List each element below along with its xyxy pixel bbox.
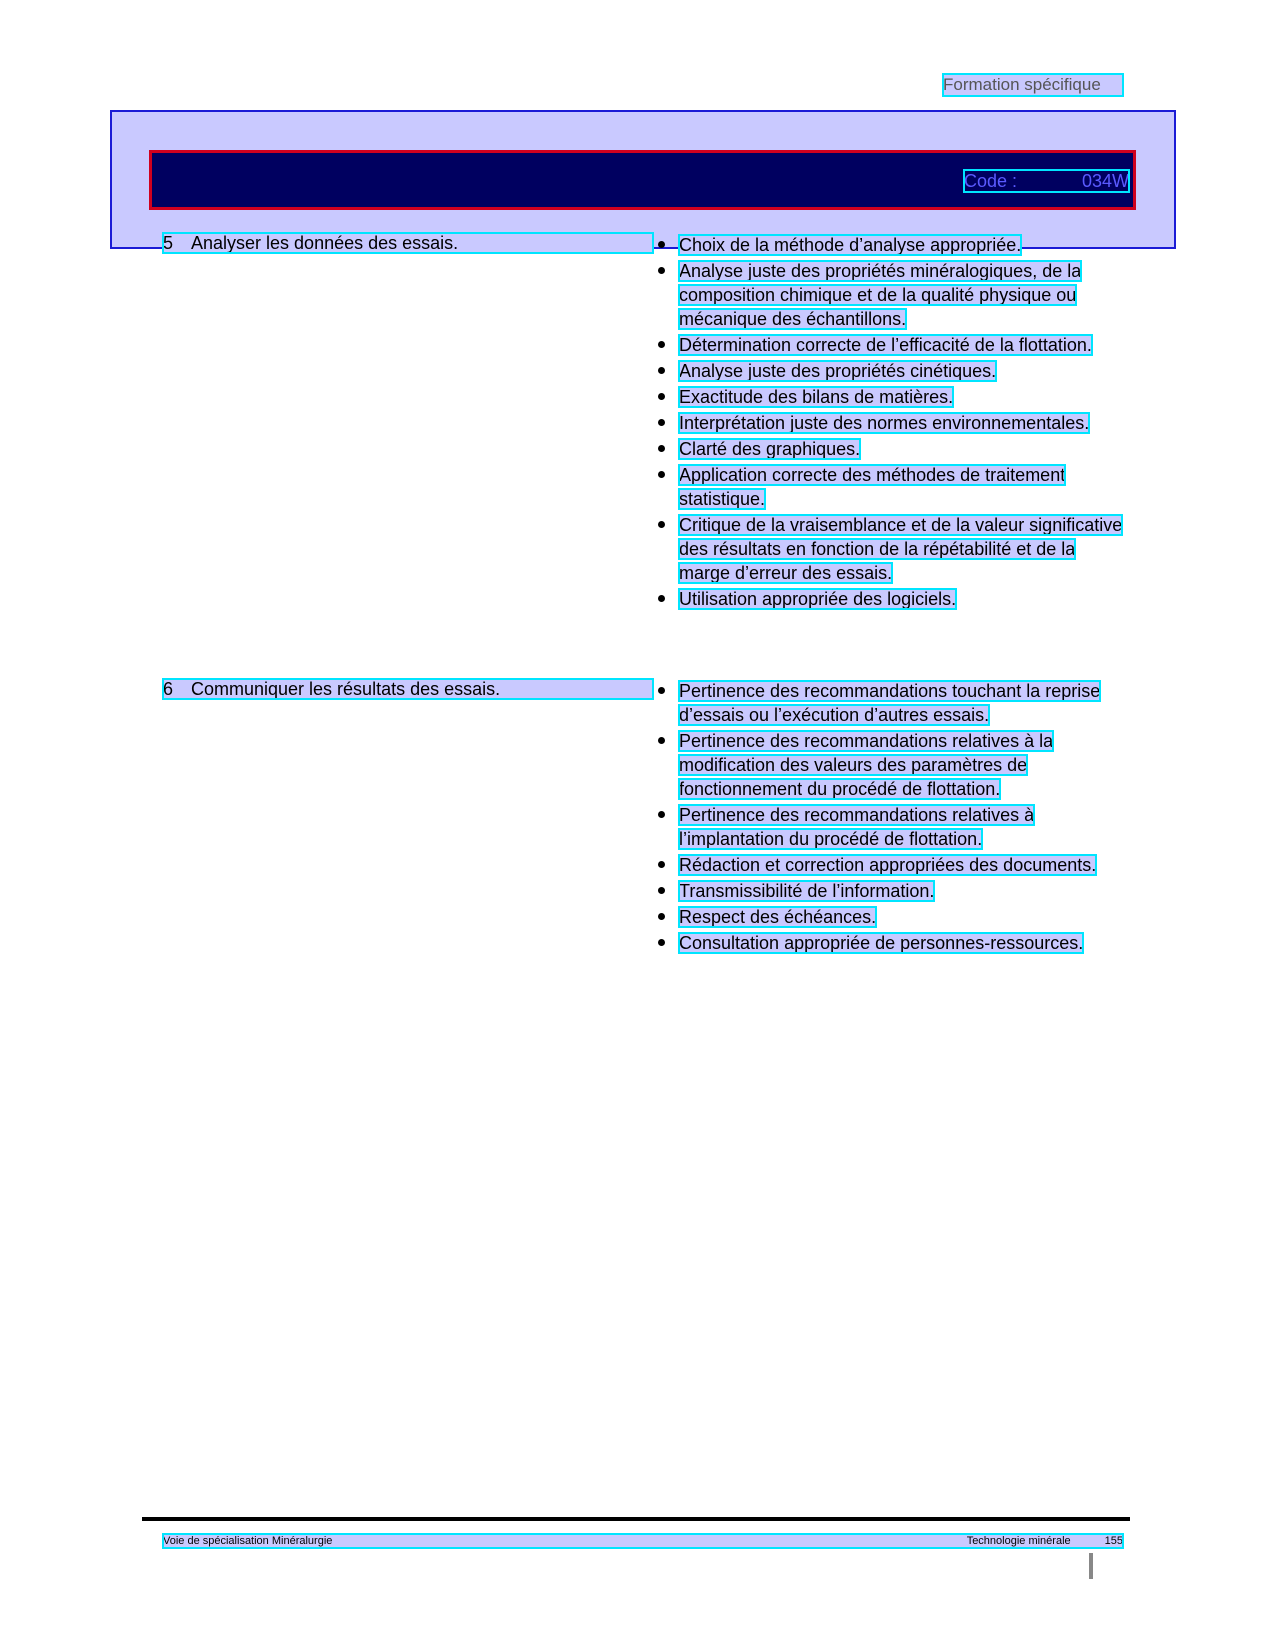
criterion-item: Analyse juste des propriétés cinétiques. [655,359,1125,383]
bullet-icon [658,737,665,744]
bullet-icon [658,241,665,248]
document-section-title: Formation spécifique [943,74,1123,96]
section-number: 5 [163,233,174,253]
section-title: Analyser les données des essais. [191,233,459,253]
page-marker [1089,1553,1093,1579]
page-number: 155 [1104,1535,1123,1547]
page-footer [163,1534,1123,1548]
criterion-item: Utilisation appropriée des logiciels. [655,587,1125,611]
criterion-item: Critique de la vraisemblance et de la valeur significative des résultats en fonction de la répétabilité et de la marge d’erreur des essais. [655,513,1125,585]
criterion-item: Pertinence des recommandations relatives à la modification des valeurs des paramètres de fonctionnement du procédé de flottation. [655,729,1125,801]
criterion-item: Détermination correcte de l’efficacité de la flottation. [655,333,1125,357]
bullet-icon [658,595,665,602]
footer-rule [142,1517,1130,1521]
footer-title: Technologie minérale [966,1535,1071,1547]
bullet-icon [658,471,665,478]
bullet-icon [658,939,665,946]
footer-right [967,1534,1123,1548]
criterion-item: Interprétation juste des normes environnementales. [655,411,1125,435]
criterion-item: Pertinence des recommandations touchant la reprise d’essais ou l’exécution d’autres essais. [655,679,1125,727]
criterion-item: Application correcte des méthodes de traitement statistique. [655,463,1125,511]
course-code [964,170,1129,192]
criterion-item: Respect des échéances. [655,905,1125,929]
bullet-icon [658,861,665,868]
footer-program: Voie de spécialisation Minéralurgie [163,1535,333,1547]
criterion-item: Rédaction et correction appropriées des documents. [655,853,1125,877]
bullet-icon [658,367,665,374]
criterion-item: Transmissibilité de l’information. [655,879,1125,903]
bullet-icon [658,811,665,818]
bullet-icon [658,521,665,528]
bullet-icon [658,419,665,426]
section-title: Communiquer les résultats des essais. [191,679,501,699]
bullet-icon [658,687,665,694]
criterion-item: Consultation appropriée de personnes-ressources. [655,931,1125,955]
section-number: 6 [163,679,174,699]
section-5-criteria [655,233,1125,613]
criterion-item: Clarté des graphiques. [655,437,1125,461]
section-6-criteria [655,679,1125,957]
criterion-item: Pertinence des recommandations relatives à l’implantation du procédé de flottation. [655,803,1125,851]
code-value: 034W [1081,171,1129,191]
bullet-icon [658,341,665,348]
criterion-item: Analyse juste des propriétés minéralogiques, de la composition chimique et de la qualité physique ou mécanique des échantillons. [655,259,1125,331]
section-6-title [163,679,653,699]
bullet-icon [658,445,665,452]
section-5-title [163,233,653,253]
bullet-icon [658,393,665,400]
code-label: Code : [964,171,1018,191]
criterion-item: Choix de la méthode d’analyse appropriée. [655,233,1125,257]
bullet-icon [658,913,665,920]
bullet-icon [658,267,665,274]
criterion-item: Exactitude des bilans de matières. [655,385,1125,409]
bullet-icon [658,887,665,894]
